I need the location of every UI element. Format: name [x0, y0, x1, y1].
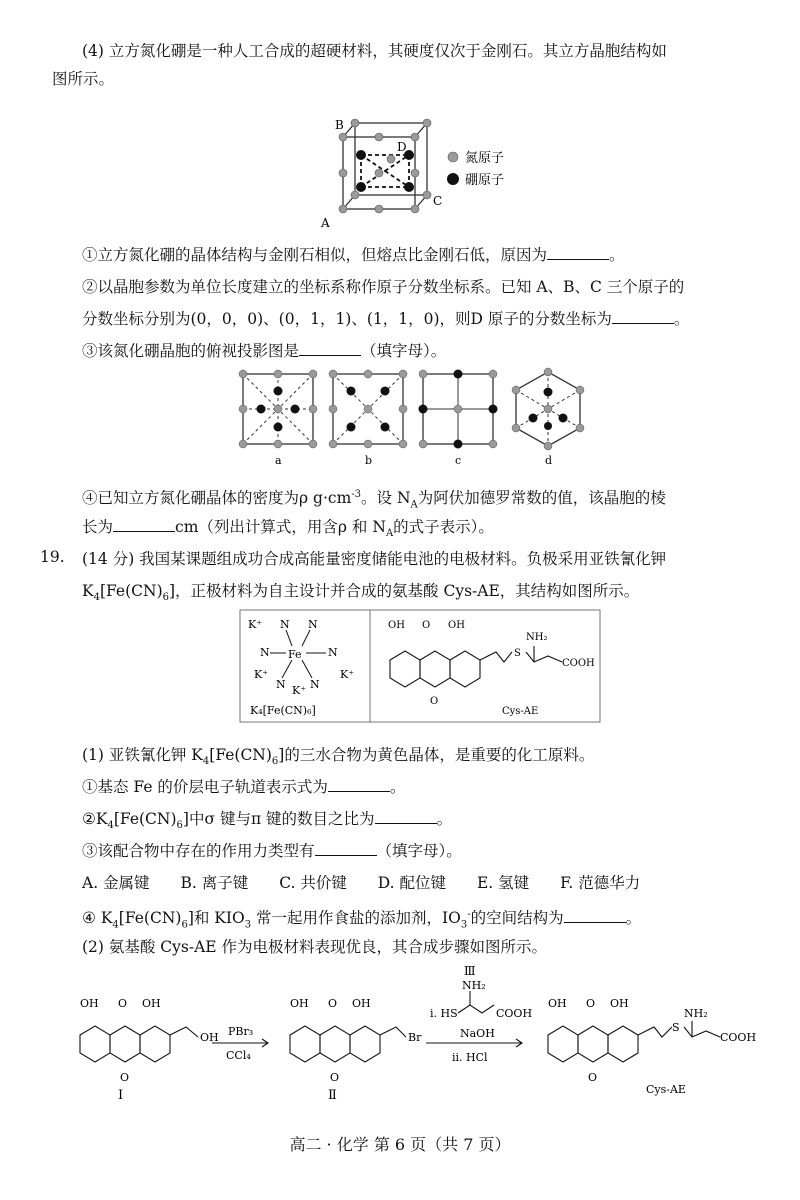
- svg-text:OH: OH: [610, 997, 629, 1010]
- compound-ii-label: Ⅱ: [328, 1088, 337, 1103]
- svg-text:N: N: [280, 618, 290, 631]
- svg-text:COOH: COOH: [496, 1007, 533, 1020]
- option-b-label: b: [365, 454, 373, 467]
- cys-ae-label: Cys-AE: [502, 706, 539, 717]
- q19-part1-subq2: $②K_4[Fe(CN)_6]$中σ 键与π 键的数目之比为 。: [82, 810, 453, 832]
- svg-text:OH: OH: [448, 620, 465, 631]
- svg-text:O: O: [422, 620, 431, 631]
- svg-text:O: O: [430, 696, 439, 707]
- svg-text:N: N: [276, 678, 286, 691]
- q18-4-subq2-line1: ②以晶胞参数为单位长度建立的坐标系称作原子分数坐标系。已知 A、B、C 三个原子的: [82, 278, 685, 296]
- svg-text:NH₂: NH₂: [684, 1007, 708, 1020]
- q19-part1-subq3: ③该配合物中存在的作用力类型有 （填字母）。: [82, 842, 462, 860]
- option-b-diagram: [329, 370, 407, 467]
- label-d: D: [397, 140, 407, 154]
- projection-options-figure: [235, 368, 585, 468]
- legend-nitrogen: 氮原子: [465, 151, 505, 166]
- q18-4-subq4-line2: 长为 cm（列出计算式，用含ρ 和 $N_A$的式子表示）。: [82, 518, 494, 540]
- svg-text:N: N: [310, 678, 320, 691]
- svg-text:O: O: [118, 997, 128, 1010]
- k4-fe-cn-6-and-cys-ae-structures: [240, 610, 600, 730]
- svg-text:S: S: [672, 1021, 680, 1034]
- reagent-naoh: NaOH: [460, 1027, 495, 1040]
- page-footer: 高二 · 化学 第 6 页（共 7 页）: [289, 1135, 511, 1154]
- legend-boron: 硼原子: [465, 173, 505, 188]
- k4fecn6-label: K₄[Fe(CN)₆]: [250, 704, 316, 717]
- svg-text:OH: OH: [352, 997, 371, 1010]
- compound-i-label: Ⅰ: [118, 1088, 124, 1103]
- q19-number: 19.: [40, 548, 65, 566]
- svg-text:N: N: [260, 646, 270, 659]
- q18-4-subq3: ③该氮化硼晶胞的俯视投影图是 （填字母）。: [82, 342, 447, 360]
- svg-text:S: S: [514, 648, 521, 659]
- svg-text:Br: Br: [408, 1031, 422, 1044]
- q18-4-subq2-line2: 分数坐标分别为(0，0，0)、(0，1，1)、(1，1，0)，则D 原子的分数坐标为 。: [82, 310, 690, 328]
- cubic-bn-unit-cell-figure: [315, 115, 545, 235]
- q19-part1-subq1: ①基态 Fe 的价层电子轨道表示式为 。: [82, 778, 406, 796]
- label-b: B: [335, 118, 344, 132]
- svg-text:K⁺: K⁺: [340, 668, 355, 681]
- reagent-iii-label: Ⅲ: [464, 964, 476, 978]
- reagent-step-ii: ii. HCl: [452, 1051, 488, 1064]
- option-c-label: c: [455, 454, 462, 467]
- label-a: A: [321, 216, 330, 230]
- q19-part1-intro: (1) 亚铁氰化钾 $K_4[Fe(CN)_6]$的三水合物为黄色晶体，是重要的化工原料。: [82, 746, 595, 768]
- svg-text:K⁺: K⁺: [254, 668, 269, 681]
- svg-text:COOH: COOH: [562, 658, 595, 669]
- svg-text:N: N: [328, 646, 338, 659]
- svg-text:K⁺: K⁺: [248, 618, 263, 631]
- q19-part1-choices: A. 金属键 B. 离子键 C. 共价键 D. 配位键 E. 氢键 F. 范德华力: [82, 874, 641, 892]
- svg-text:O: O: [330, 1071, 340, 1084]
- svg-text:K⁺: K⁺: [292, 684, 307, 697]
- synthesis-scheme: [60, 964, 757, 1105]
- q19-intro-line1: (14 分) 我国某课题组成功合成高能量密度储能电池的电极材料。负极采用亚铁氰化钾: [82, 550, 667, 568]
- svg-text:COOH: COOH: [720, 1031, 757, 1044]
- svg-text:Fe: Fe: [288, 648, 302, 661]
- svg-text:OH: OH: [548, 997, 567, 1010]
- svg-text:O: O: [328, 997, 338, 1010]
- option-d-label: d: [545, 454, 553, 467]
- svg-text:N: N: [308, 618, 318, 631]
- q18-4-intro-line1: (4) 立方氮化硼是一种人工合成的超硬材料，其硬度仅次于金刚石。其立方晶胞结构如: [82, 42, 667, 60]
- svg-text:O: O: [120, 1071, 130, 1084]
- product-label: Cys-AE: [646, 1083, 686, 1096]
- q18-4-subq4-line1: ④已知立方氮化硼晶体的密度为ρ $g\cdot cm^{-3}$。设 $N_A$为阿伏加德罗常数的值，该晶胞的棱: [82, 489, 666, 511]
- option-c-diagram: [419, 370, 498, 468]
- svg-text:OH: OH: [200, 1031, 219, 1044]
- svg-text:NH₂: NH₂: [462, 979, 486, 992]
- reagent-ccl4: CCl₄: [226, 1049, 251, 1062]
- reagent-step-i: i. HS: [430, 1007, 458, 1020]
- svg-text:OH: OH: [142, 997, 161, 1010]
- option-d-diagram: [512, 368, 584, 467]
- q18-4-subq1: ①立方氮化硼的晶体结构与金刚石相似，但熔点比金刚石低，原因为 。: [82, 246, 625, 264]
- q19-intro-line2: $K_4[Fe(CN)_6]$，正极材料为自主设计并合成的氨基酸 Cys-AE，其结构如图所示。: [82, 582, 640, 604]
- q19-part1-subq4: ④ $K_4[Fe(CN)_6]$和 $KIO_3$ 常一起用作食盐的添加剂，$IO_3^-$的空间结构为 。: [82, 909, 642, 931]
- svg-text:NH₂: NH₂: [526, 632, 548, 643]
- label-c: C: [433, 194, 443, 208]
- reagent-pbr3: PBr₃: [228, 1025, 254, 1038]
- svg-text:O: O: [586, 997, 596, 1010]
- q19-part2-intro: (2) 氨基酸 Cys-AE 作为电极材料表现优良，其合成步骤如图所示。: [82, 938, 548, 956]
- svg-text:O: O: [588, 1071, 598, 1084]
- svg-text:OH: OH: [290, 997, 309, 1010]
- svg-text:OH: OH: [80, 997, 99, 1010]
- q18-4-intro-line2: 图所示。: [52, 70, 115, 88]
- option-a-label: a: [275, 454, 282, 467]
- option-a-diagram: [239, 370, 317, 467]
- svg-text:OH: OH: [388, 620, 405, 631]
